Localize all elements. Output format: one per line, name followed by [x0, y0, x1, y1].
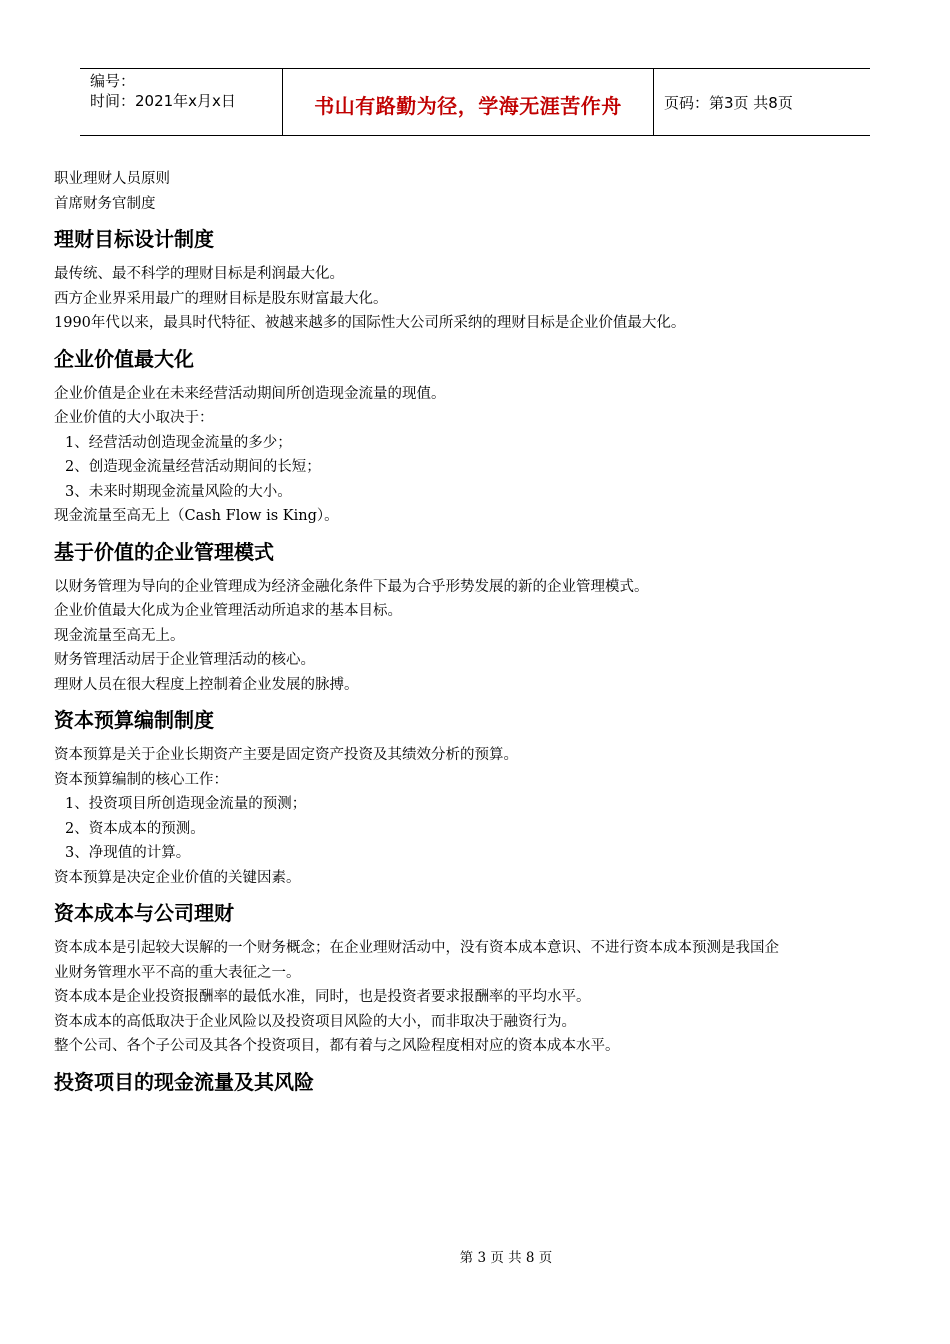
intro-line: 职业理财人员原则: [54, 171, 170, 187]
header-page-number: 页码：第3页 共8页: [664, 93, 793, 112]
section-heading: 资本成本与公司理财: [54, 901, 234, 925]
header-motto: 书山有路勤为径，学海无涯苦作舟: [282, 69, 654, 135]
body-paragraph: 企业价值是企业在未来经营活动期间所创造现金流量的现值。: [54, 385, 446, 402]
body-paragraph: 企业价值最大化成为企业管理活动所追求的基本目标。: [54, 603, 402, 619]
doc-number-label: 编号：: [90, 72, 136, 90]
intro-line: 首席财务官制度: [54, 195, 156, 212]
body-paragraph: 1990年代以来，最具时代特征、被越来越多的国际性大公司所采纳的理财目标是企业价值最大化。: [54, 315, 686, 331]
body-paragraph: 资本成本的高低取决于企业风险以及投资项目风险的大小，而非取决于融资行为。: [54, 1013, 576, 1030]
list-item: 1、投资项目所创造现金流量的预测；: [65, 796, 307, 812]
section-heading: 理财目标设计制度: [54, 227, 214, 251]
list-item: 3、未来时期现金流量风险的大小。: [65, 483, 292, 500]
body-paragraph: 理财人员在很大程度上控制着企业发展的脉搏。: [54, 676, 359, 693]
body-paragraph: 业财务管理水平不高的重大表征之一。: [54, 964, 301, 981]
body-paragraph: 资本预算编制的核心工作：: [54, 771, 228, 788]
doc-date-label: 时间：2021年x月x日: [90, 92, 236, 110]
body-paragraph: 财务管理活动居于企业管理活动的核心。: [54, 652, 315, 668]
document-header: [80, 68, 870, 136]
body-paragraph: 资本成本是企业投资报酬率的最低水准，同时，也是投资者要求报酬率的平均水平。: [54, 989, 591, 1005]
list-item: 2、资本成本的预测。: [65, 820, 205, 837]
list-item: 2、创造现金流量经营活动期间的长短；: [65, 459, 321, 475]
section-heading: 资本预算编制制度: [54, 708, 214, 732]
header-meta: [80, 69, 282, 135]
list-item: 3、净现值的计算。: [65, 845, 191, 861]
document-body: [54, 167, 904, 1105]
body-paragraph: 整个公司、各个子公司及其各个投资项目，都有着与之风险程度相对应的资本成本水平。: [54, 1038, 620, 1054]
body-paragraph: 现金流量至高无上（Cash Flow is King）。: [54, 508, 339, 524]
body-paragraph: 资本预算是关于企业长期资产主要是固定资产投资及其绩效分析的预算。: [54, 747, 518, 763]
body-paragraph: 西方企业界采用最广的理财目标是股东财富最大化。: [54, 290, 388, 307]
body-paragraph: 资本预算是决定企业价值的关键因素。: [54, 869, 301, 886]
section-heading: 基于价值的企业管理模式: [54, 539, 274, 564]
body-paragraph: 企业价值的大小取决于：: [54, 410, 214, 426]
list-item: 1、经营活动创造现金流量的多少；: [65, 434, 292, 451]
body-paragraph: 资本成本是引起较大误解的一个财务概念；在企业理财活动中，没有资本成本意识、不进行资本成本预测是我国企: [54, 940, 779, 956]
page-footer: 第 3 页 共 8 页: [459, 1250, 553, 1266]
body-paragraph: 以财务管理为导向的企业管理成为经济金融化条件下最为合乎形势发展的新的企业管理模式。: [54, 578, 649, 595]
section-heading: 企业价值最大化: [54, 346, 194, 371]
section-heading: 投资项目的现金流量及其风险: [54, 1069, 314, 1094]
body-paragraph: 现金流量至高无上。: [54, 627, 185, 644]
body-paragraph: 最传统、最不科学的理财目标是利润最大化。: [54, 266, 344, 282]
